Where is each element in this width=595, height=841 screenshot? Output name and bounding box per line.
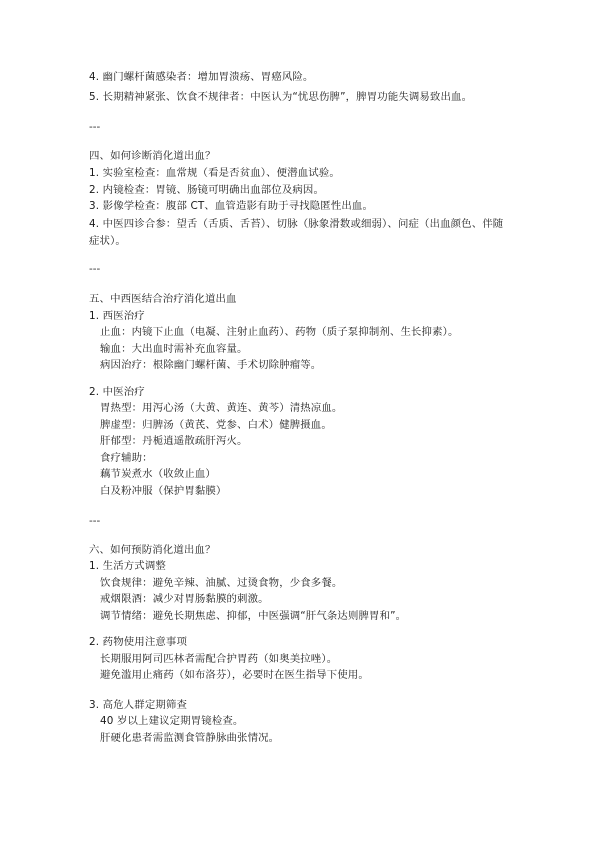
prevention-line: 避免滥用止痛药（如布洛芬），必要时在医生指导下使用。 bbox=[100, 669, 369, 681]
prevention-line: 调节情绪：避免长期焦虑、抑郁，中医强调“肝气条达则脾胃和”。 bbox=[100, 610, 407, 622]
subheading-western-treatment: 1. 西医治疗 bbox=[89, 310, 145, 322]
section-separator: --- bbox=[89, 121, 101, 133]
subheading-lifestyle: 1. 生活方式调整 bbox=[89, 560, 166, 572]
treatment-line: 止血：内镜下止血（电凝、注射止血药）、药物（质子泵抑制剂、生长抑素）。 bbox=[100, 326, 459, 338]
diagnosis-item-4: 4. 中医四诊合参：望舌（舌质、舌苔）、切脉（脉象滑数或细弱）、问症（出血颜色、伴随症状）。 bbox=[89, 218, 504, 247]
section-6-heading: 六、如何预防消化道出血？ bbox=[89, 544, 216, 556]
treatment-line: 胃热型：用泻心汤（大黄、黄连、黄芩）清热凉血。 bbox=[100, 402, 343, 414]
treatment-line: 病因治疗：根除幽门螺杆菌、手术切除肿瘤等。 bbox=[100, 359, 322, 371]
diagnosis-item-2: 2. 内镜检查：胃镜、肠镜可明确出血部位及病因。 bbox=[89, 184, 325, 196]
section-separator: --- bbox=[89, 263, 101, 275]
list-item-risk-5: 5. 长期精神紧张、饮食不规律者：中医认为“忧思伤脾”，脾胃功能失调易致出血。 bbox=[89, 91, 473, 103]
prevention-line: 饮食规律：避免辛辣、油腻、过烫食物，少食多餐。 bbox=[100, 577, 343, 589]
treatment-line: 藕节炭煮水（收敛止血） bbox=[100, 468, 216, 480]
prevention-line: 长期服用阿司匹林者需配合护胃药（如奥美拉唑）。 bbox=[100, 653, 338, 665]
treatment-line: 食疗辅助： bbox=[100, 452, 153, 464]
section-separator: --- bbox=[89, 515, 101, 527]
treatment-line: 肝郁型：丹栀逍遥散疏肝泻火。 bbox=[100, 435, 248, 447]
treatment-line: 输血：大出血时需补充血容量。 bbox=[100, 343, 248, 355]
treatment-line: 脾虚型：归脾汤（黄芪、党参、白术）健脾摄血。 bbox=[100, 419, 332, 431]
section-5-heading: 五、中西医结合治疗消化道出血 bbox=[89, 293, 237, 305]
prevention-line: 肝硬化患者需监测食管静脉曲张情况。 bbox=[100, 732, 280, 744]
subheading-medication: 2. 药物使用注意事项 bbox=[89, 636, 187, 648]
list-item-risk-4: 4. 幽门螺杆菌感染者：增加胃溃疡、胃癌风险。 bbox=[89, 71, 314, 83]
prevention-line: 戒烟限酒：减少对胃肠黏膜的刺激。 bbox=[100, 593, 269, 605]
subheading-screening: 3. 高危人群定期筛查 bbox=[89, 699, 187, 711]
diagnosis-item-3: 3. 影像学检查：腹部 CT、血管造影有助于寻找隐匿性出血。 bbox=[89, 200, 373, 212]
subheading-tcm-treatment: 2. 中医治疗 bbox=[89, 386, 145, 398]
diagnosis-item-1: 1. 实验室检查：血常规（看是否贫血）、便潜血试验。 bbox=[89, 167, 340, 179]
prevention-line: 40 岁以上建议定期胃镜检查。 bbox=[100, 715, 244, 727]
treatment-line: 白及粉冲服（保护胃黏膜） bbox=[100, 485, 227, 497]
section-4-heading: 四、如何诊断消化道出血？ bbox=[89, 150, 216, 162]
